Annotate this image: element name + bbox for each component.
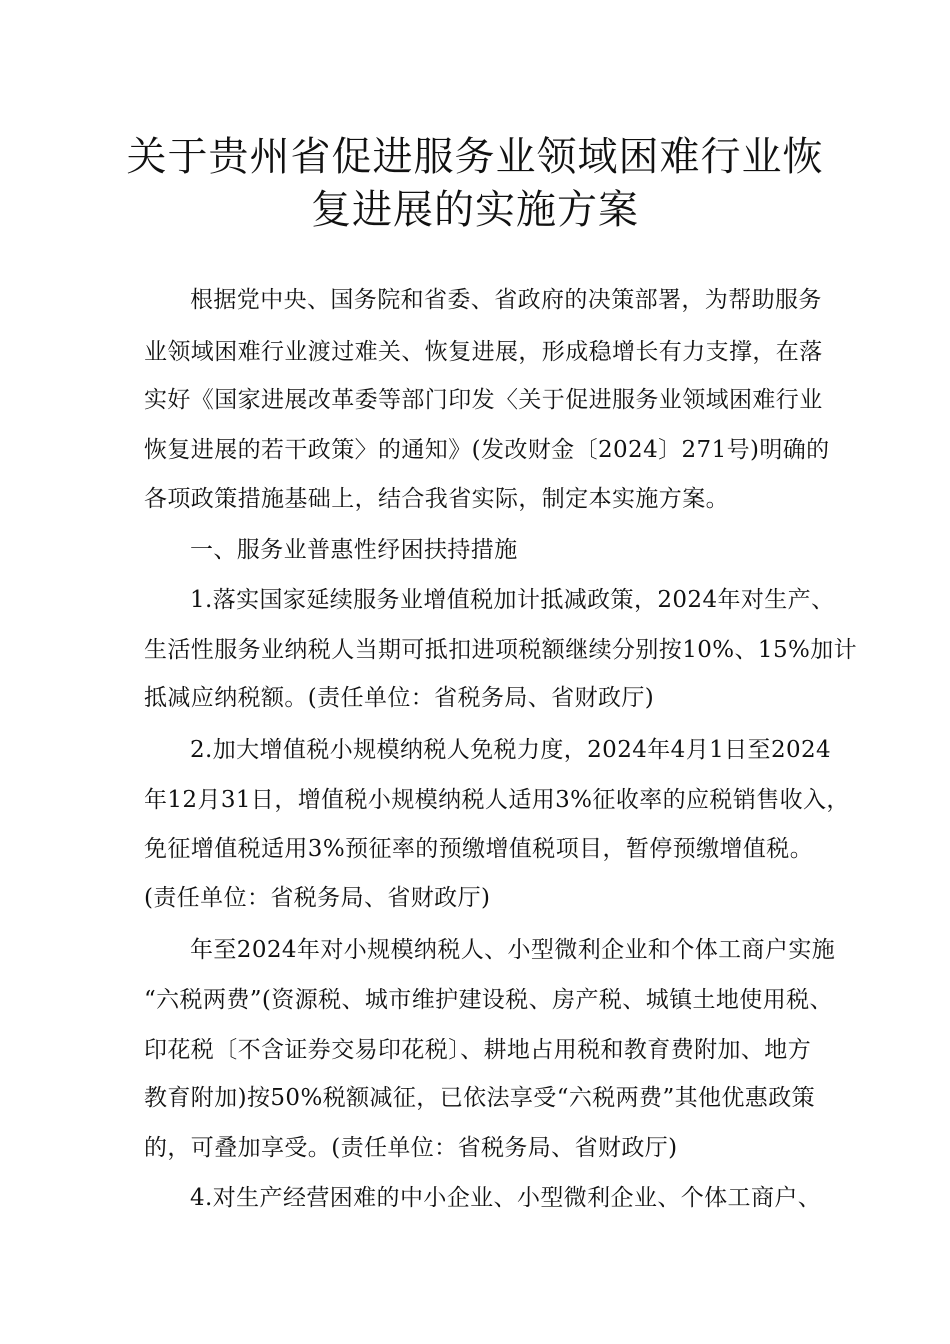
document-title-line-2: 复进展的实施方案 [311,187,639,233]
body-line: 1.落实国家延续服务业增值税加计抵减政策，2024年对生产、 [190,587,835,613]
body-line: (责任单位：省税务局、省财政厅) [144,885,491,911]
body-line: 实好《国家进展改革委等部门印发〈关于促进服务业领域困难行业 [144,387,823,413]
body-line: 抵减应纳税额。(责任单位：省税务局、省财政厅) [144,685,655,711]
body-line: 恢复进展的若干政策〉的通知》(发改财金〔2024〕271号)明确的 [144,437,830,463]
body-line: 各项政策措施基础上，结合我省实际，制定本实施方案。 [144,486,729,512]
body-line: 2.加大增值税小规模纳税人免税力度，2024年4月1日至2024 [190,737,832,763]
body-line: 年至2024年对小规模纳税人、小型微利企业和个体工商户实施 [190,937,836,963]
body-line: “六税两费”(资源税、城市维护建设税、房产税、城镇土地使用税、 [144,987,833,1013]
body-line: 年12月31日，增值税小规模纳税人适用3%征收率的应税销售收入， [144,787,850,813]
body-line: 4.对生产经营困难的中小企业、小型微利企业、个体工商户、 [190,1185,822,1211]
document-title-line-1: 关于贵州省促进服务业领域困难行业恢 [126,134,824,180]
body-line: 业领域困难行业渡过难关、恢复进展，形成稳增长有力支撑，在落 [144,339,823,365]
body-line: 根据党中央、国务院和省委、省政府的决策部署，为帮助服务 [190,287,822,313]
body-line: 的，可叠加享受。(责任单位：省税务局、省财政厅) [144,1135,678,1161]
body-line: 生活性服务业纳税人当期可抵扣进项税额继续分别按10%、15%加计 [144,637,858,663]
body-line: 印花税〔不含证券交易印花税〕、耕地占用税和教育费附加、地方 [144,1037,812,1063]
body-line: 免征增值税适用3%预征率的预缴增值税项目，暂停预缴增值税。 [144,836,814,862]
section-heading: 一、服务业普惠性纾困扶持措施 [190,537,518,563]
body-line: 教育附加)按50%税额减征，已依法享受“六税两费”其他优惠政策 [144,1085,816,1111]
